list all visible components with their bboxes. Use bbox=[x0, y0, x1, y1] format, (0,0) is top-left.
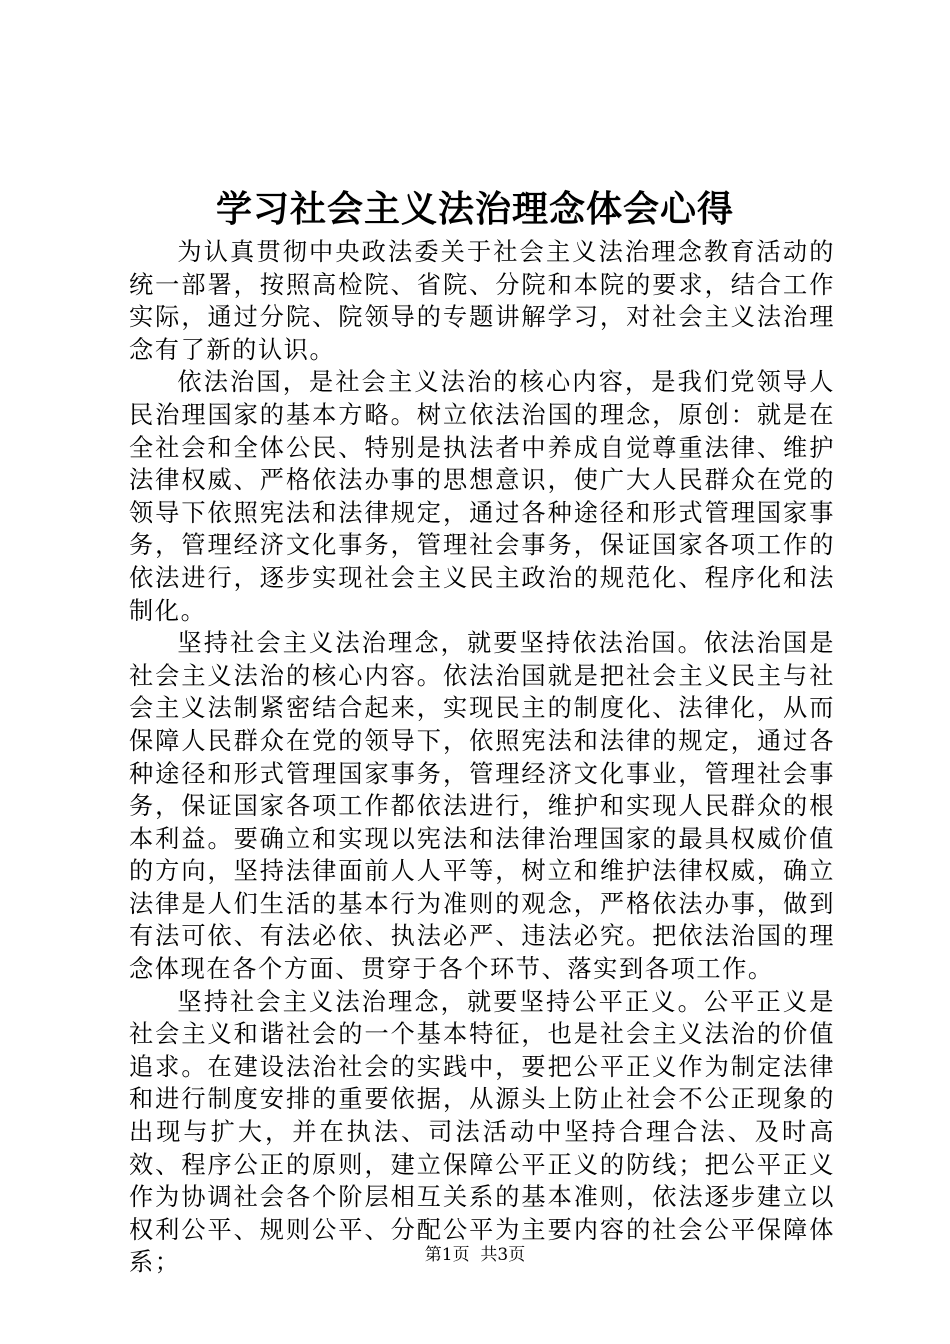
document-body bbox=[129, 236, 835, 1279]
paragraph: 为认真贯彻中央政法委关于社会主义法治理念教育活动的统一部署，按照高检院、省院、分院和本院的要求，结合工作实际，通过分院、院领导的专题讲解学习，对社会主义法治理念有了新的认识。 bbox=[129, 238, 835, 364]
paragraph: 依法治国，是社会主义法治的核心内容，是我们党领导人民治理国家的基本方略。树立依法治国的理念，原创：就是在全社会和全体公民、特别是执法者中养成自觉尊重法律、维护法律权威、严格依法办事的思想意识，使广大人民群众在党的领导下依照宪法和法律规定，通过各种途径和形式管理国家事务，管理经济文化事务，管理社会事务，保证国家各项工作的依法进行，逐步实现社会主义民主政治的规范化、程序化和法制化。 bbox=[129, 368, 835, 625]
footer-spacer bbox=[470, 1245, 481, 1265]
paragraph: 坚持社会主义法治理念，就要坚持依法治国。依法治国是社会主义法治的核心内容。依法治国就是把社会主义民主与社会主义法制紧密结合起来，实现民主的制度化、法律化，从而保障人民群众在党的领导下，依照宪法和法律的规定，通过各种途径和形式管理国家事务，管理经济文化事业，管理社会事务，保证国家各项工作都依法进行，维护和实现人民群众的根本利益。要确立和实现以宪法和法律治理国家的最具权威价值的方向，坚持法律面前人人平等，树立和维护法律权威，确立法律是人们生活的基本行为准则的观念，严格依法办事，做到有法可依、有法必依、执法必严、违法必究。把依法治国的理念体现在各个方面、贯穿于各个环节、落实到各项工作。 bbox=[129, 629, 835, 984]
page-number-current: 第1页 bbox=[424, 1245, 470, 1265]
document-title: 学习社会主义法治理念体会心得 bbox=[215, 189, 734, 230]
page-footer bbox=[0, 1243, 950, 1267]
page-number-total: 共3页 bbox=[480, 1245, 526, 1265]
paragraph: 坚持社会主义法治理念，就要坚持公平正义。公平正义是社会主义和谐社会的一个基本特征，也是社会主义法治的价值追求。在建设法治社会的实践中，要把公平正义作为制定法律和进行制度安排的重要依据，从源头上防止社会不公正现象的出现与扩大，并在执法、司法活动中坚持合理合法、及时高效、程序公正的原则，建立保障公平正义的防线；把公平正义作为协调社会各个阶层相互关系的基本准则，依法逐步建立以权利公平、规则公平、分配公平为主要内容的社会公平保障体系； bbox=[129, 987, 835, 1277]
